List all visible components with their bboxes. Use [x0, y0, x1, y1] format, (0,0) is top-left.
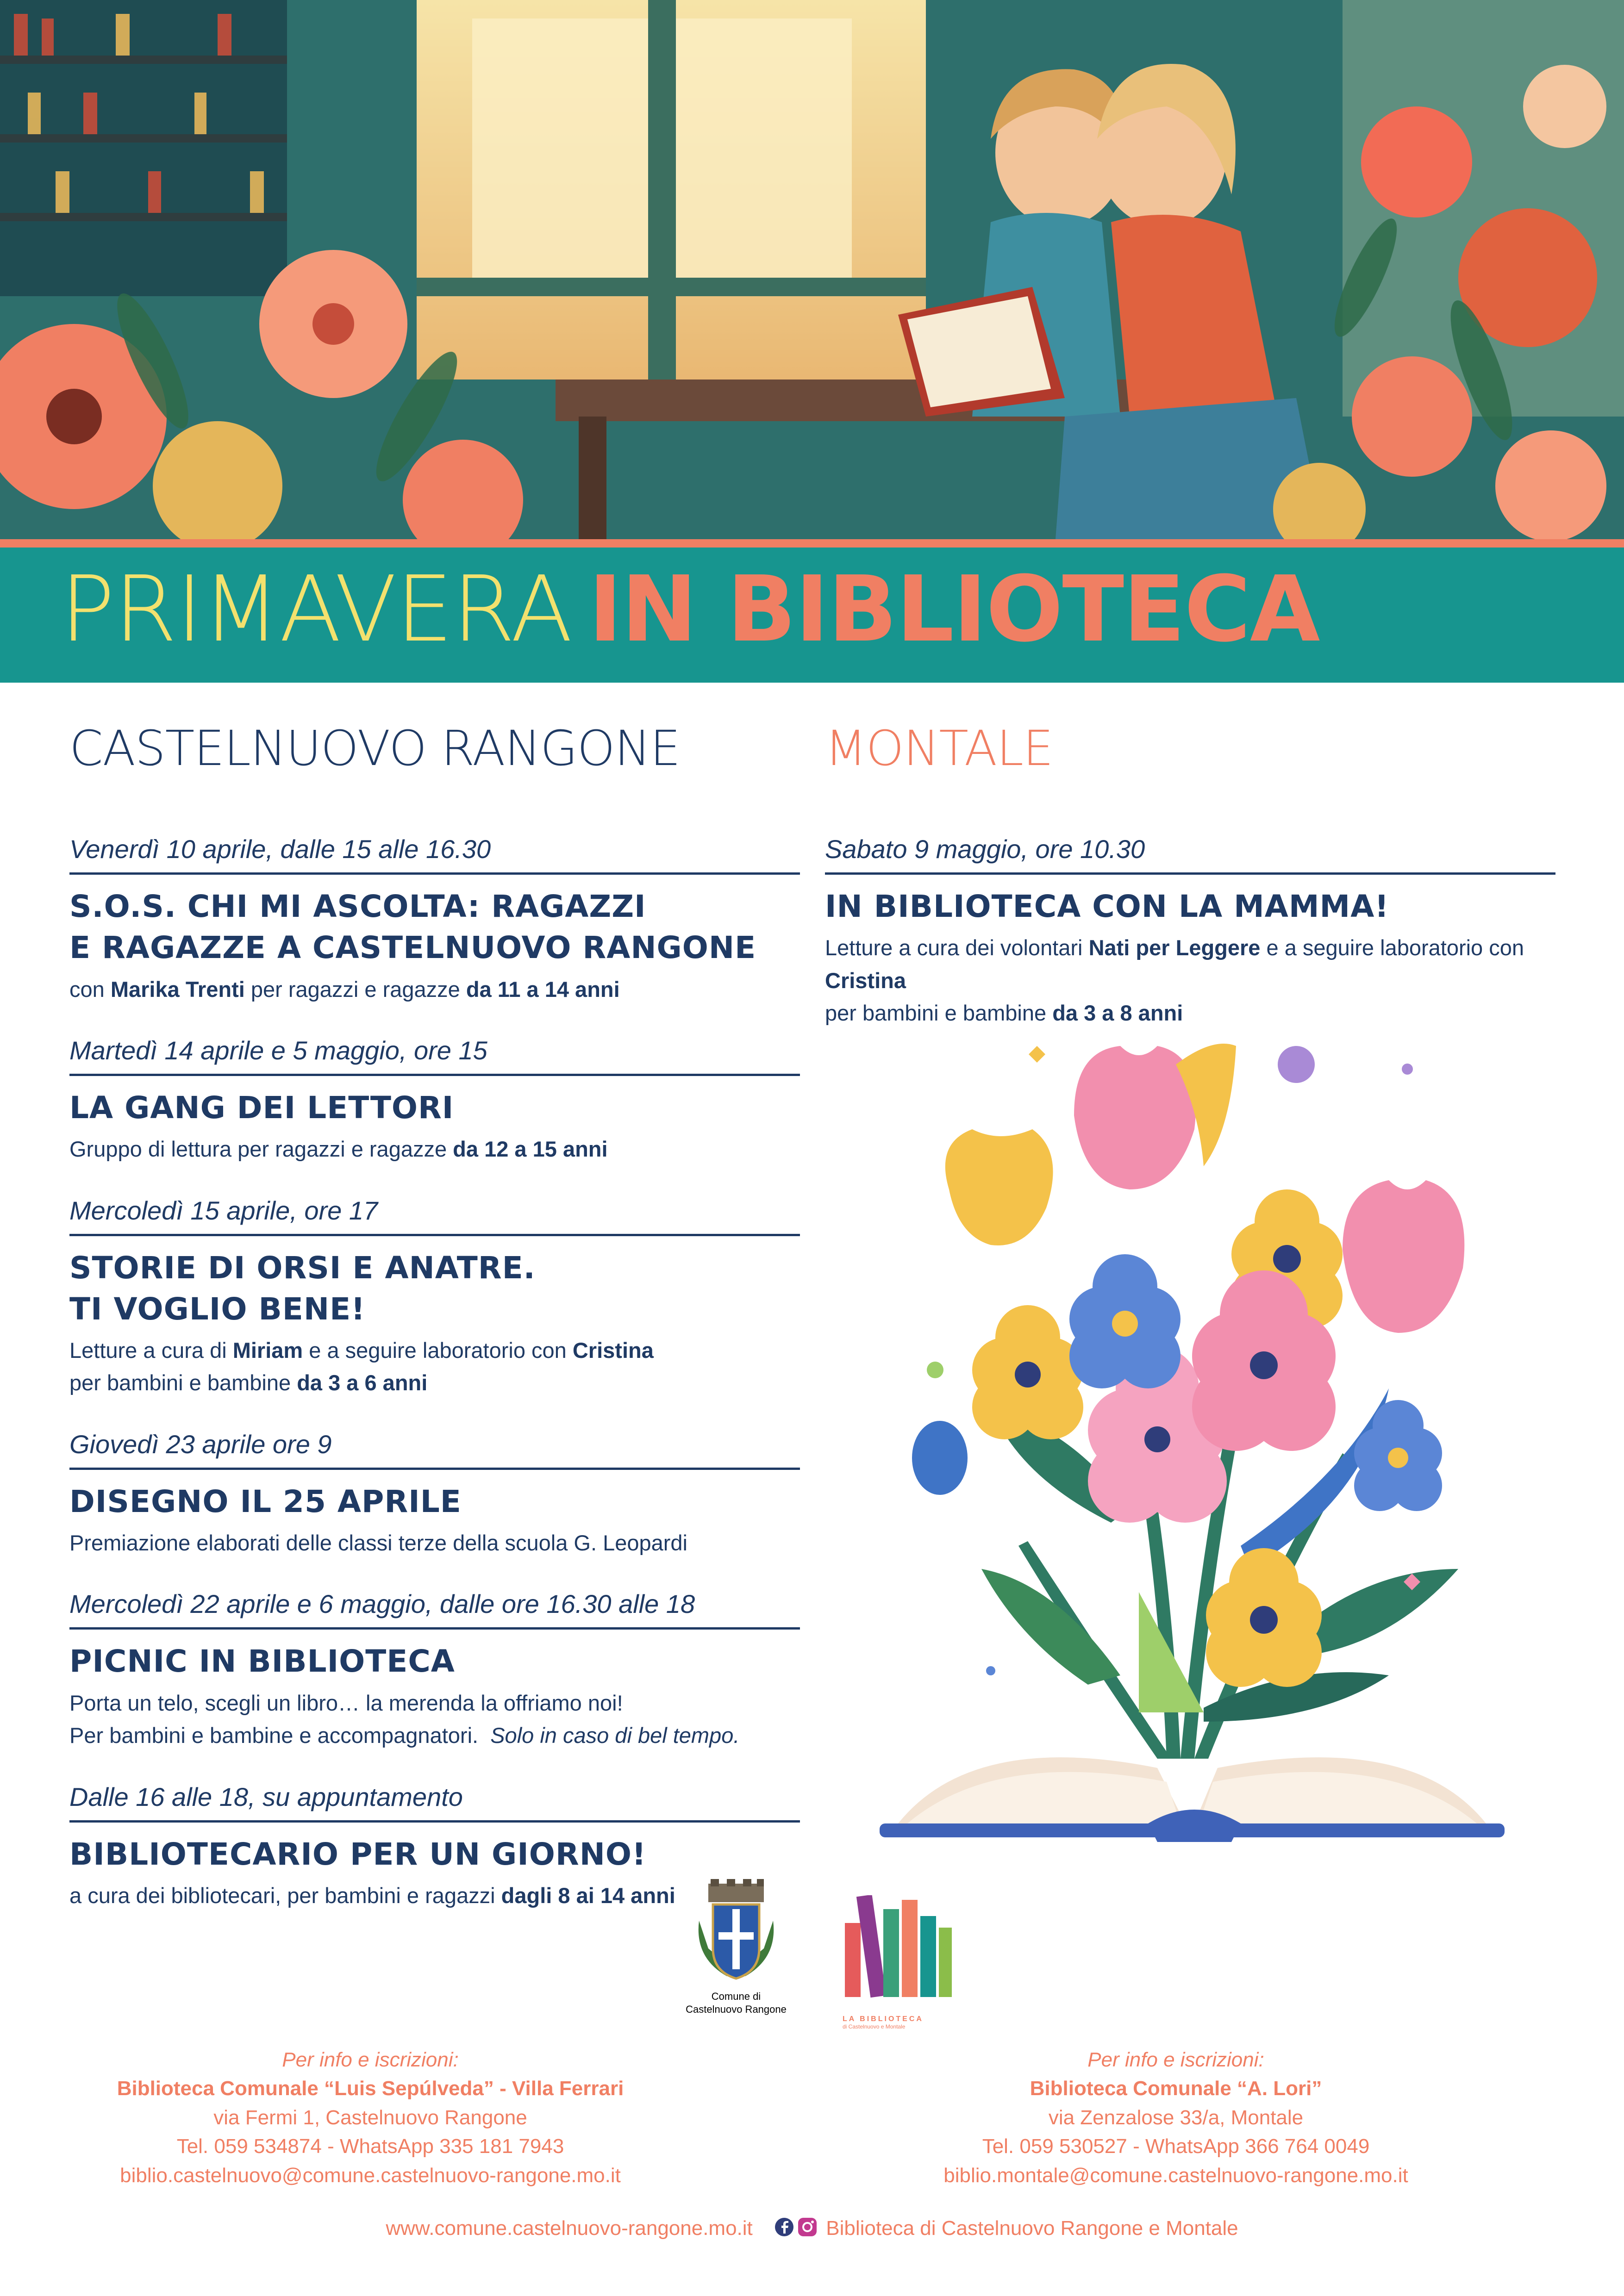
contact-email[interactable]: biblio.castelnuovo@comune.castelnuovo-rangone.mo.it: [120, 2164, 621, 2187]
desc-line: [825, 932, 1555, 997]
flower-book-illustration: [880, 1037, 1505, 1851]
event-storie-orsi: [69, 1195, 800, 1400]
contact-montale: [833, 2046, 1518, 2190]
desc-bold: Cristina: [572, 1338, 654, 1363]
desc-text: Per bambini e bambine e accompagnatori.: [69, 1723, 479, 1748]
event-date: Venerdì 10 aprile, dalle 15 alle 16.30: [69, 834, 800, 875]
desc-bold: Cristina: [825, 968, 906, 993]
contact-heading: Per info e iscrizioni:: [282, 2048, 459, 2071]
hero-illustration: [0, 0, 1624, 539]
poster-title-bold: IN BIBLIOTECA: [588, 557, 1319, 662]
biblioteca-logo-subtitle: di Castelnuovo e Montale: [843, 2023, 906, 2030]
desc-bold: da 12 a 15 anni: [453, 1137, 608, 1162]
facebook-icon[interactable]: [775, 2218, 793, 2236]
desc-line: Porta un telo, scegli un libro… la merenda la offriamo noi!: [69, 1690, 623, 1715]
event-date: Mercoledì 15 aprile, ore 17: [69, 1195, 800, 1236]
event-title-line: E RAGAZZE A CASTELNUOVO RANGONE: [69, 930, 756, 966]
comune-logo-caption: [681, 1990, 792, 2016]
biblioteca-logo-title: LA BIBLIOTECA: [843, 2015, 924, 2023]
desc-text: a cura dei bibliotecari, per bambini e ragazzi: [69, 1883, 501, 1908]
castelnuovo-column: [69, 722, 800, 1941]
social-page-name[interactable]: Biblioteca di Castelnuovo Rangone e Montale: [826, 2217, 1238, 2240]
event-description: Premiazione elaborati delle classi terze della scuola G. Leopardi: [69, 1530, 688, 1555]
desc-text: Gruppo di lettura per ragazzi e ragazze: [69, 1137, 453, 1162]
poster-title-light: PRIMAVERA: [60, 557, 572, 662]
event-title: LA GANG DEI LETTORI: [69, 1090, 454, 1126]
contact-library-name: Biblioteca Comunale “A. Lori”: [1030, 2077, 1322, 2100]
comune-caption-line: Castelnuovo Rangone: [686, 2003, 787, 2015]
venue-heading-montale: MONTALE: [825, 720, 1053, 777]
desc-italic: Solo in caso di bel tempo.: [490, 1723, 740, 1748]
venue-heading-castelnuovo: CASTELNUOVO RANGONE: [69, 720, 681, 777]
event-sos: [69, 834, 800, 1006]
event-title: [69, 886, 800, 968]
event-title: PICNIC IN BIBLIOTECA: [69, 1643, 455, 1680]
contact-email[interactable]: biblio.montale@comune.castelnuovo-rangone.mo.it: [943, 2164, 1408, 2187]
event-date: Mercoledì 22 aprile e 6 maggio, dalle ore 16.30 alle 18: [69, 1589, 800, 1630]
event-title-line: STORIE DI ORSI E ANATRE.: [69, 1250, 536, 1286]
desc-bold: Nati per Leggere: [1088, 935, 1261, 960]
poster-title: [60, 557, 1319, 662]
desc-text: per bambini e bambine: [69, 1370, 297, 1395]
event-title: DISEGNO IL 25 APRILE: [69, 1483, 462, 1519]
desc-line: [69, 1719, 800, 1752]
desc-text: Letture a cura dei volontari: [825, 935, 1089, 960]
desc-text: con: [69, 977, 111, 1002]
desc-text: per ragazzi e ragazze: [244, 977, 466, 1002]
desc-line: [69, 1334, 800, 1367]
desc-bold: Miriam: [232, 1338, 303, 1363]
contact-library-name: Biblioteca Comunale “Luis Sepúlveda” - Villa Ferrari: [117, 2077, 624, 2100]
desc-text: e a seguire laboratorio con: [1260, 935, 1524, 960]
event-picnic: [69, 1589, 800, 1752]
montale-column: [825, 722, 1555, 1059]
event-description: [69, 1687, 800, 1752]
website-link[interactable]: www.comune.castelnuovo-rangone.mo.it: [386, 2217, 753, 2240]
desc-bold: dagli 8 ai 14 anni: [501, 1883, 675, 1908]
event-title: IN BIBLIOTECA CON LA MAMMA!: [825, 889, 1389, 925]
event-date: Giovedì 23 aprile ore 9: [69, 1429, 800, 1470]
desc-text: e a seguire laboratorio con: [303, 1338, 573, 1363]
event-gang-lettori: [69, 1035, 800, 1166]
event-mamma: [825, 834, 1555, 1030]
contact-phone: Tel. 059 530527 - WhatsApp 366 764 0049: [982, 2135, 1370, 2158]
coat-of-arms-icon: [690, 1879, 782, 1990]
biblioteca-logo: [843, 1895, 954, 2029]
event-disegno: [69, 1429, 800, 1560]
desc-bold: Marika Trenti: [110, 977, 245, 1002]
books-logo-icon: [843, 1895, 954, 2011]
contact-address: via Zenzalose 33/a, Montale: [1048, 2106, 1304, 2129]
event-date: Dalle 16 alle 18, su appuntamento: [69, 1782, 800, 1823]
comune-logo: [681, 1879, 792, 2027]
desc-text: per bambini e bambine: [825, 1001, 1053, 1026]
event-date: Sabato 9 maggio, ore 10.30: [825, 834, 1555, 875]
event-title: BIBLIOTECARIO PER UN GIORNO!: [69, 1836, 647, 1872]
desc-line: [825, 997, 1555, 1030]
contact-castelnuovo: [9, 2046, 731, 2190]
desc-bold: da 3 a 6 anni: [297, 1370, 428, 1395]
event-title-line: S.O.S. CHI MI ASCOLTA: RAGAZZI: [69, 889, 646, 925]
event-description: [69, 1334, 800, 1400]
footer: [0, 2217, 1624, 2242]
contact-heading: Per info e iscrizioni:: [1087, 2048, 1264, 2071]
contact-phone: Tel. 059 534874 - WhatsApp 335 181 7943: [176, 2135, 564, 2158]
instagram-icon[interactable]: [798, 2218, 817, 2236]
desc-text: Letture a cura di: [69, 1338, 233, 1363]
desc-bold: da 11 a 14 anni: [466, 977, 620, 1002]
contact-address: via Fermi 1, Castelnuovo Rangone: [213, 2106, 527, 2129]
desc-bold: da 3 a 8 anni: [1052, 1001, 1183, 1026]
event-description: [825, 932, 1555, 1030]
desc-line: [69, 1367, 800, 1400]
social-icons: [775, 2217, 817, 2242]
event-title-line: TI VOGLIO BENE!: [69, 1291, 366, 1327]
title-band: [0, 539, 1624, 683]
event-description: [69, 1133, 800, 1166]
event-description: [69, 973, 800, 1006]
event-title: [69, 1247, 800, 1330]
comune-caption-line: Comune di: [711, 1991, 761, 2002]
event-date: Martedì 14 aprile e 5 maggio, ore 15: [69, 1035, 800, 1076]
